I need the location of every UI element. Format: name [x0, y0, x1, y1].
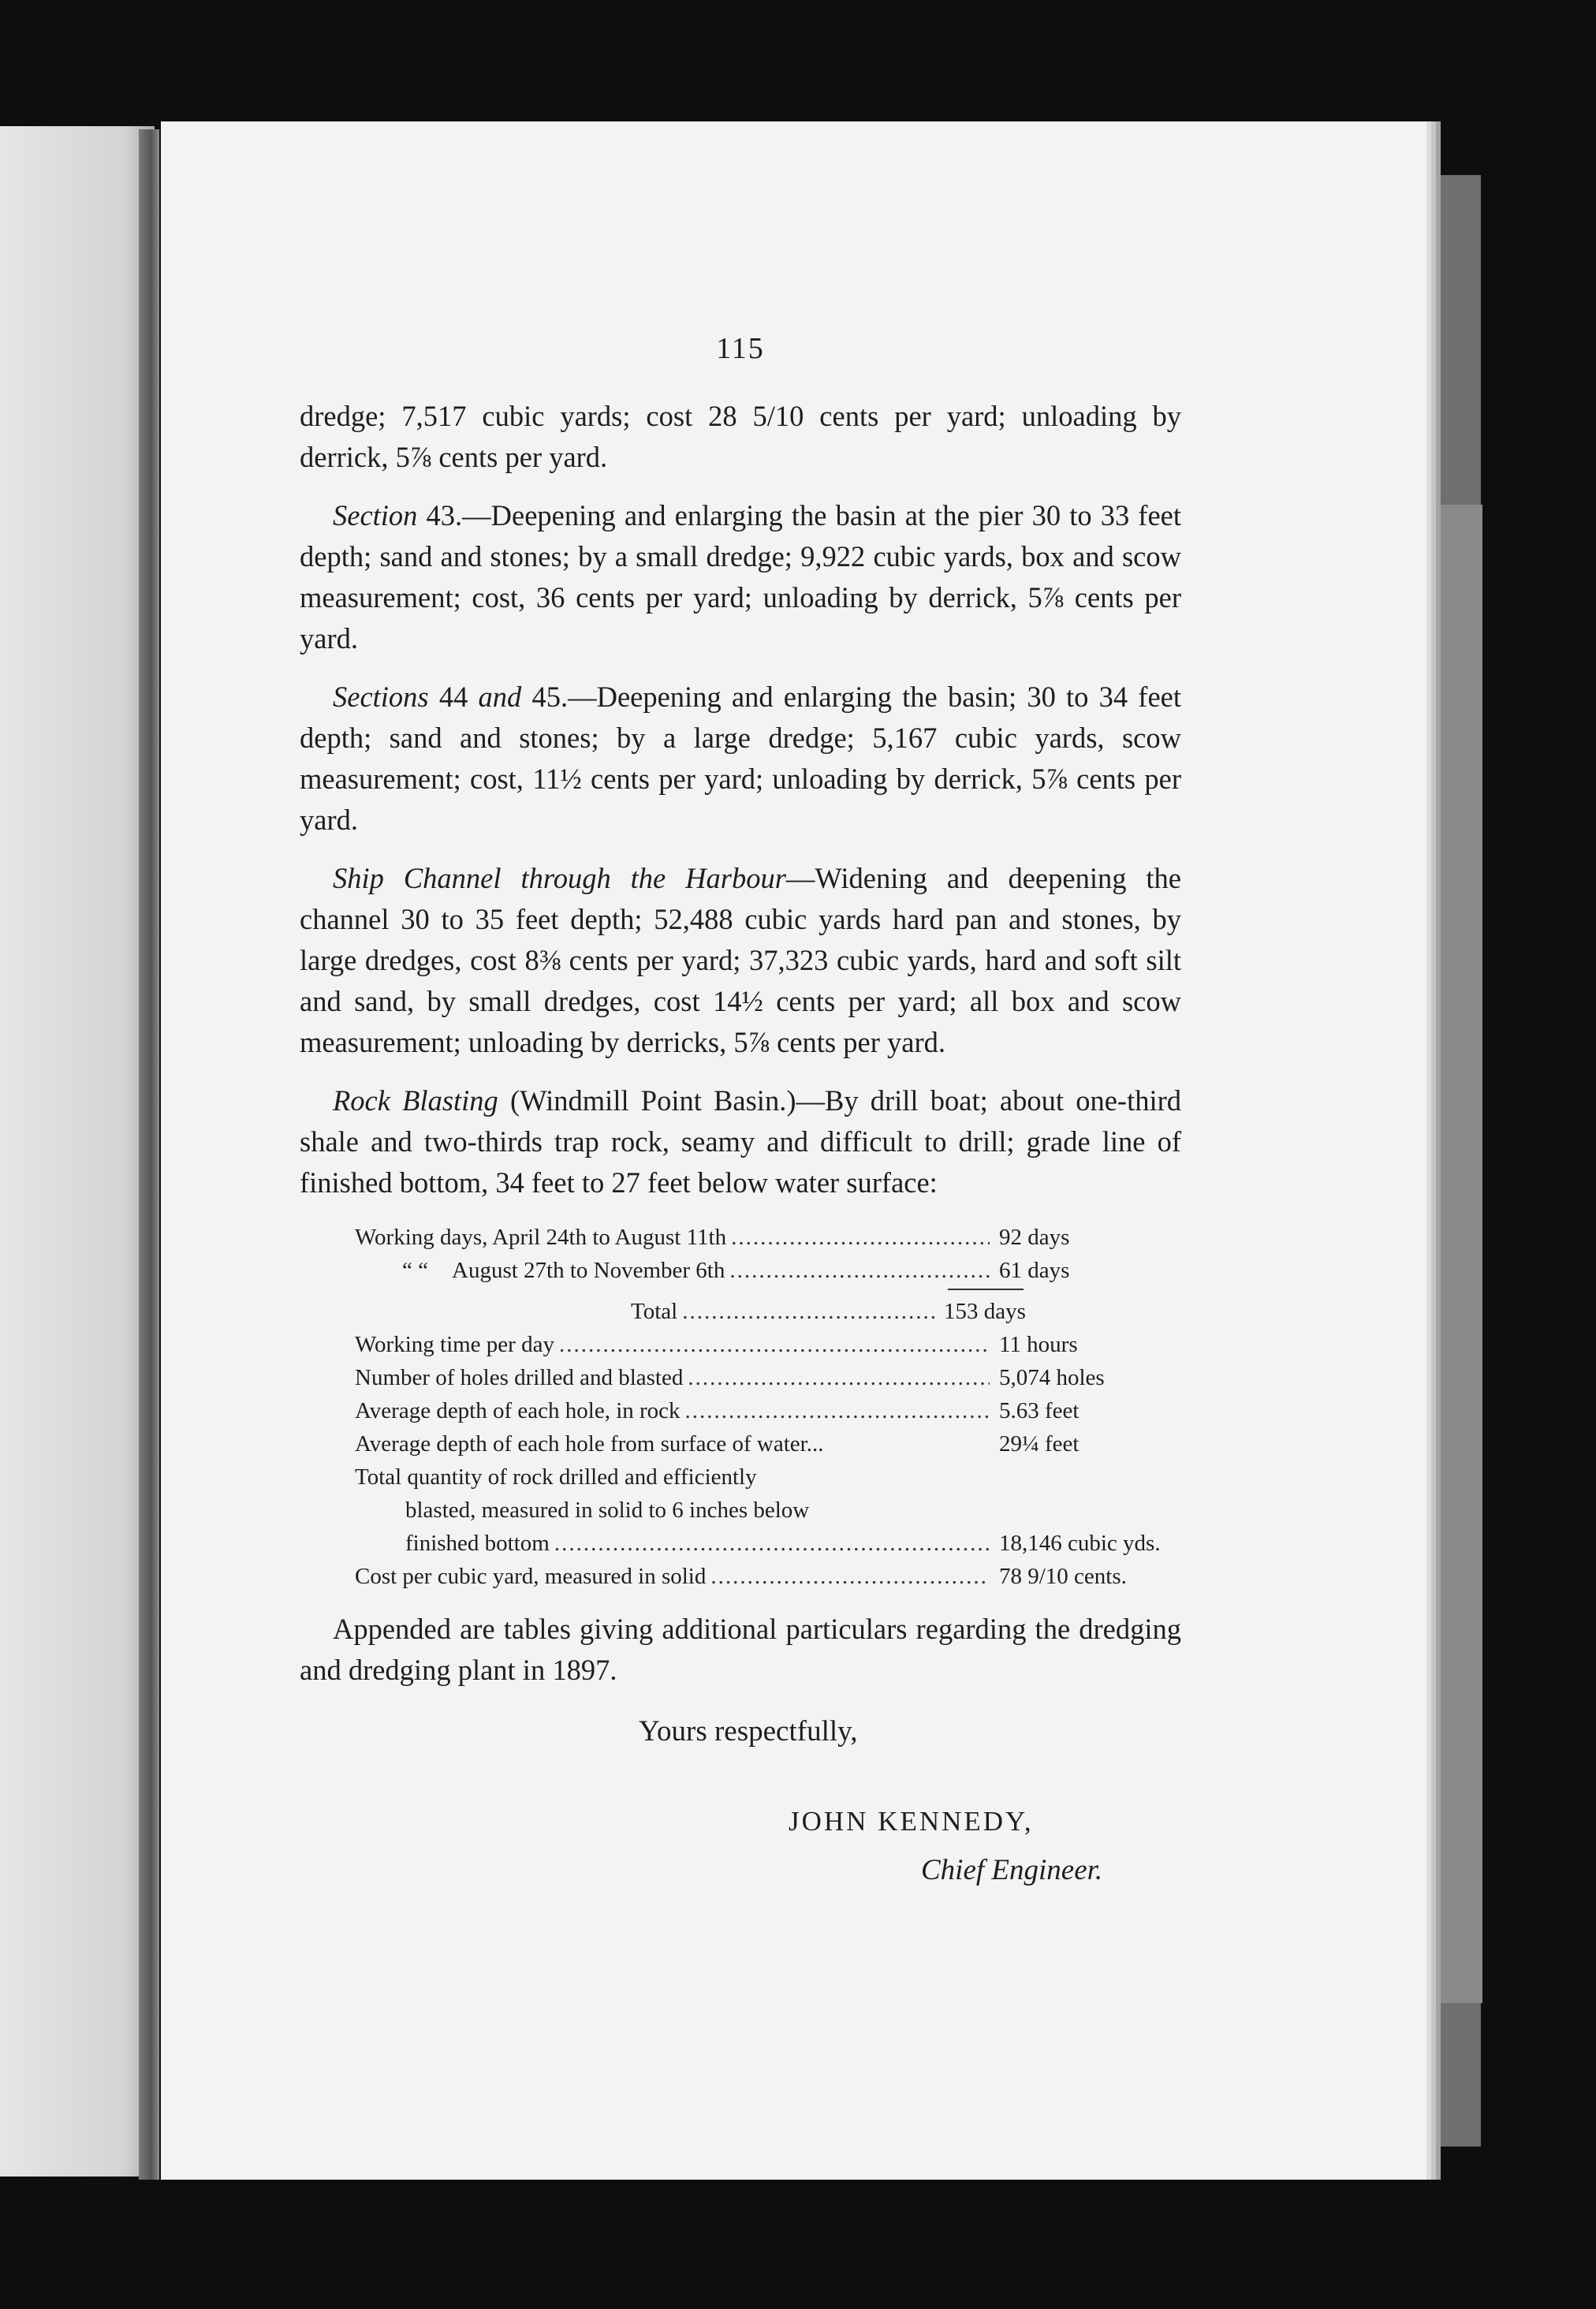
ledger-label: finished bottom [405, 1531, 550, 1556]
ledger-row-holes [300, 1361, 1181, 1394]
ledger-value: 61 days [999, 1258, 1070, 1283]
ledger-label: blasted, measured in solid to 6 inches below [405, 1498, 810, 1523]
ledger-label: Average depth of each hole from surface of water... [355, 1431, 824, 1457]
ledger-row-quantity-line-1 [300, 1460, 1181, 1494]
ledger-row-quantity-line-3 [300, 1527, 1181, 1560]
ship-channel-heading: Ship Channel through the Harbour [333, 862, 786, 894]
ditto-marks: “ “ [402, 1258, 428, 1283]
blasting-ledger [300, 1221, 1181, 1593]
leader-dots [729, 1254, 990, 1287]
ledger-label: Working days, April 24th to August 11th [355, 1225, 727, 1250]
sum-rule [948, 1289, 1024, 1295]
ledger-row-working-days-2 [300, 1254, 1181, 1287]
ship-channel-text: —Widening and deepening the channel 30 to 35 feet depth; 52,488 cubic yards hard pan and stones, by large dredges, cost 8⅜ cents per yard; 37,323 cubic yards, hard and soft silt and sand, by small dredges, cost 14½ cents per yard; all box and scow measurement; unloading by derricks, 5⅞ cents per yard. [300, 862, 1181, 1058]
ledger-value: 18,146 cubic yds. [999, 1531, 1161, 1556]
ledger-value: 11 hours [999, 1332, 1078, 1357]
ledger-label: Number of holes drilled and blasted [355, 1365, 684, 1390]
paragraph-sections-44-45 [300, 677, 1181, 841]
paragraph-rock-blasting [300, 1080, 1181, 1203]
ledger-label: Total quantity of rock drilled and efficiently [355, 1464, 757, 1490]
leader-dots [688, 1361, 990, 1394]
book-gutter [139, 129, 159, 2180]
paragraph-section-43 [300, 495, 1181, 659]
section-43-text: 43.—Deepening and enlarging the basin at the pier 30 to 33 feet depth; sand and stones; by a small dredge; 9,922 cubic yards, box and scow measurement; cost, 36 cents per yard; unloading by derrick, 5⅞ cents per yard. [300, 499, 1181, 655]
ledger-row-depth-water [300, 1427, 1181, 1460]
ledger-row-working-time [300, 1328, 1181, 1361]
leader-dots [731, 1221, 990, 1254]
left-page-edge [0, 126, 155, 2177]
ledger-value: 29¼ feet [999, 1431, 1080, 1457]
ledger-value: 5,074 holes [999, 1365, 1105, 1390]
sections-44-45-heading: Sections [333, 681, 429, 713]
ledger-value: 153 days [944, 1299, 1026, 1324]
ledger-row-total [300, 1295, 1181, 1328]
ledger-row-quantity-line-2 [300, 1494, 1181, 1527]
ledger-value: 5.63 feet [999, 1398, 1080, 1423]
signatory-name: JOHN KENNEDY, [789, 1806, 1034, 1837]
sections-44-45-text: 45.—Deepening and enlarging the basin; 30 to 34 feet depth; sand and stones; by a large dredge; 5,167 cubic yards, scow measurement; cost, 11½ cents per yard; unloading by derrick, 5⅞ cents per yard. [300, 681, 1181, 836]
sections-44-number: 44 [428, 681, 479, 713]
leader-dots [554, 1527, 990, 1560]
rock-blasting-text: (Windmill Point Basin.)—By drill boat; about one-third shale and two-thirds trap rock, seamy and difficult to drill; grade line of finished bottom, 34 feet to 27 feet below water surface: [300, 1084, 1181, 1199]
ledger-value: 92 days [999, 1225, 1070, 1250]
ledger-label: Total [631, 1299, 678, 1324]
paragraph-appended: Appended are tables giving additional particulars regarding the dredging and dredging plant in 1897. [300, 1613, 1181, 1686]
signoff [300, 1711, 1181, 1891]
section-43-heading: Section [333, 499, 418, 532]
ledger-label: August 27th to November 6th [452, 1258, 725, 1283]
ledger-value: 78 9/10 cents. [999, 1564, 1127, 1589]
rock-blasting-heading: Rock Blasting [333, 1084, 498, 1117]
page-content [300, 331, 1181, 1891]
leader-dots [710, 1560, 990, 1593]
ledger-label: Working time per day [355, 1332, 554, 1357]
paragraph-ship-channel [300, 858, 1181, 1063]
paragraph-intro: dredge; 7,517 cubic yards; cost 28 5/10 cents per yard; unloading by derrick, 5⅞ cents per yard. [300, 400, 1181, 473]
leader-dots [682, 1295, 934, 1328]
signatory-title: Chief Engineer. [921, 1854, 1103, 1886]
ledger-row-working-days-1 [300, 1221, 1181, 1254]
sections-44-45-and: and [478, 681, 522, 713]
sum-rule-row [300, 1287, 1181, 1295]
page-number: 115 [716, 332, 765, 365]
ledger-label: Average depth of each hole, in rock [355, 1398, 681, 1423]
ledger-row-cost [300, 1560, 1181, 1593]
leader-dots [685, 1394, 990, 1427]
ledger-label: Cost per cubic yard, measured in solid [355, 1564, 707, 1589]
ledger-row-depth-rock [300, 1394, 1181, 1427]
leader-dots [559, 1328, 990, 1361]
closing-regards: Yours respectfully, [639, 1715, 858, 1748]
